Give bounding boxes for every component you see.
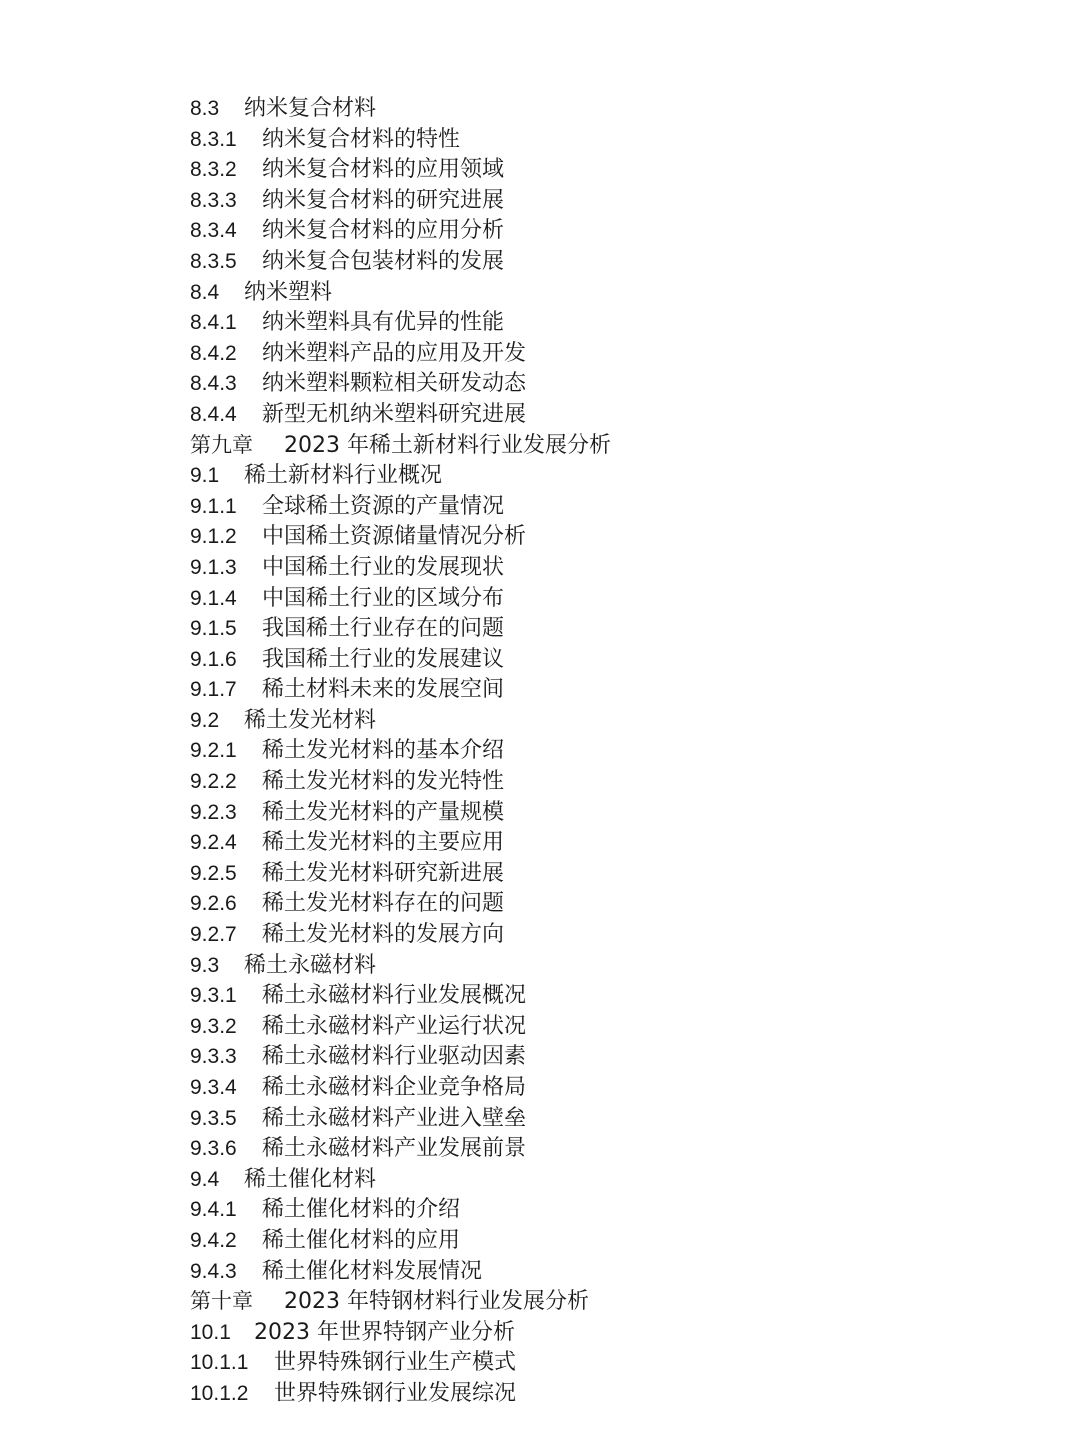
toc-entry	[190, 1348, 1010, 1379]
toc-entry	[190, 1195, 1010, 1226]
toc-entry-number: 8.4.4	[190, 402, 237, 426]
toc-entry	[190, 645, 1010, 676]
toc-entry-number: 8.3.5	[190, 249, 237, 273]
toc-entry	[190, 369, 1010, 400]
toc-entry-number: 9.2.1	[190, 739, 237, 763]
toc-entry-title: 稀土新材料行业概况	[244, 463, 443, 489]
toc-entry	[190, 798, 1010, 829]
toc-entry-title: 稀土催化材料的应用	[262, 1227, 461, 1253]
toc-entry-title: 稀土发光材料的产量规模	[262, 799, 505, 825]
toc-entry	[190, 767, 1010, 798]
toc-entry-title: 稀土催化材料发展情况	[262, 1258, 483, 1284]
toc-entry-title: 纳米复合材料的应用领域	[262, 157, 505, 183]
toc-entry-number: 9.3	[190, 953, 220, 977]
toc-entry	[190, 981, 1010, 1012]
toc-entry-number: 9.1.5	[190, 617, 237, 641]
toc-entry-number: 9.1.1	[190, 494, 237, 518]
toc-entry-title: 稀土发光材料的发光特性	[262, 769, 505, 795]
toc-entry-title: 中国稀土资源储量情况分析	[262, 524, 527, 550]
toc-entry-title: 中国稀土行业的发展现状	[262, 554, 505, 580]
toc-entry-title: 纳米复合包装材料的发展	[262, 248, 505, 274]
toc-entry-title: 稀土永磁材料	[244, 952, 377, 978]
toc-entry	[190, 1165, 1010, 1196]
toc-entry-number: 9.2.3	[190, 800, 237, 824]
toc-entry-number: 9.4	[190, 1167, 220, 1191]
toc-entry	[190, 339, 1010, 370]
toc-entry-number: 8.3.4	[190, 219, 237, 243]
toc-entry-number: 8.4.3	[190, 372, 237, 396]
toc-entry-title: 纳米复合材料的应用分析	[262, 218, 505, 244]
toc-entry	[190, 1104, 1010, 1135]
toc-entry-title: 纳米塑料颗粒相关研发动态	[262, 371, 527, 397]
toc-entry-title: 全球稀土资源的产量情况	[262, 493, 505, 519]
toc-entry-number: 9.2	[190, 708, 220, 732]
toc-entry-number: 8.3.1	[190, 127, 237, 151]
toc-entry-title: 2023 年稀土新材料行业发展分析	[284, 432, 611, 458]
toc-entry-number: 第九章	[190, 433, 253, 457]
toc-entry-title: 稀土发光材料存在的问题	[262, 891, 505, 917]
toc-entry-number: 9.4.2	[190, 1228, 237, 1252]
toc-entry-number: 9.1.2	[190, 525, 237, 549]
toc-entry-title: 稀土催化材料	[244, 1166, 377, 1192]
toc-entry-title: 稀土催化材料的介绍	[262, 1197, 461, 1223]
toc-entry	[190, 1042, 1010, 1073]
toc-entry-title: 稀土发光材料	[244, 707, 377, 733]
toc-entry-title: 稀土永磁材料产业发展前景	[262, 1136, 527, 1162]
toc-entry	[190, 736, 1010, 767]
toc-entry-number: 第十章	[190, 1290, 253, 1314]
toc-entry-title: 我国稀土行业的发展建议	[262, 646, 505, 672]
toc-entry-title: 2023 年特钢材料行业发展分析	[284, 1289, 589, 1315]
toc-entry	[190, 920, 1010, 951]
toc-entry-number: 8.3.2	[190, 158, 237, 182]
toc-entry	[190, 1318, 1010, 1349]
toc-entry-number: 9.3.4	[190, 1076, 237, 1099]
toc-entry	[190, 859, 1010, 890]
toc-entry-title: 稀土永磁材料行业发展概况	[262, 983, 527, 1009]
toc-entry-title: 稀土发光材料研究新进展	[262, 860, 505, 886]
toc-entry	[190, 461, 1010, 492]
table-of-contents	[190, 94, 1010, 1410]
toc-entry	[190, 216, 1010, 247]
toc-entry-title: 纳米复合材料	[244, 96, 377, 121]
toc-entry	[190, 400, 1010, 431]
toc-entry-number: 9.3.6	[190, 1137, 237, 1161]
toc-entry	[190, 186, 1010, 217]
toc-entry	[190, 584, 1010, 615]
toc-entry-title: 稀土永磁材料行业驱动因素	[262, 1044, 527, 1070]
toc-entry-number: 10.1.1	[190, 1351, 249, 1375]
toc-entry	[190, 308, 1010, 339]
toc-entry-title: 稀土发光材料的发展方向	[262, 922, 505, 948]
toc-entry	[190, 1073, 1010, 1104]
toc-entry-number: 8.4.2	[190, 341, 237, 365]
toc-entry-number: 9.3.2	[190, 1014, 237, 1038]
toc-entry-title: 我国稀土行业存在的问题	[262, 616, 505, 642]
toc-entry-title: 稀土发光材料的基本介绍	[262, 738, 505, 764]
toc-entry-title: 纳米塑料具有优异的性能	[262, 310, 505, 336]
toc-entry-number: 9.2.7	[190, 923, 237, 947]
toc-entry-number: 9.3.5	[190, 1106, 237, 1130]
toc-entry-number: 9.4.1	[190, 1198, 237, 1222]
toc-entry	[190, 951, 1010, 982]
toc-entry	[190, 522, 1010, 553]
toc-entry-number: 9.2.4	[190, 831, 237, 855]
toc-entry	[190, 125, 1010, 156]
toc-entry	[190, 155, 1010, 186]
toc-entry-title: 纳米塑料	[244, 279, 333, 305]
toc-entry-title: 稀土永磁材料产业运行状况	[262, 1013, 527, 1039]
toc-entry-number: 9.2.6	[190, 892, 237, 916]
toc-entry	[190, 1134, 1010, 1165]
toc-entry-title: 2023 年世界特钢产业分析	[254, 1319, 515, 1345]
toc-entry-title: 中国稀土行业的区域分布	[262, 585, 505, 611]
toc-entry	[190, 431, 1010, 462]
toc-entry-number: 9.2.5	[190, 861, 237, 885]
toc-entry-title: 世界特殊钢行业发展综况	[274, 1380, 517, 1406]
toc-entry-number: 8.3.3	[190, 188, 237, 212]
toc-entry-title: 稀土材料未来的发展空间	[262, 677, 505, 703]
toc-entry-title: 新型无机纳米塑料研究进展	[262, 401, 527, 427]
toc-entry-title: 纳米复合材料的特性	[262, 126, 461, 152]
toc-entry	[190, 1012, 1010, 1043]
toc-entry	[190, 706, 1010, 737]
toc-entry	[190, 1287, 1010, 1318]
toc-entry	[190, 1226, 1010, 1257]
toc-entry	[190, 1257, 1010, 1288]
toc-entry-number: 9.1.6	[190, 647, 237, 671]
toc-entry-number: 9.1	[190, 464, 220, 488]
toc-entry	[190, 614, 1010, 645]
toc-entry	[190, 247, 1010, 278]
toc-entry-number: 9.3.3	[190, 1045, 237, 1069]
toc-entry-title: 稀土永磁材料企业竞争格局	[262, 1075, 527, 1100]
toc-entry	[190, 889, 1010, 920]
toc-entry-title: 稀土永磁材料产业进入壁垒	[262, 1105, 527, 1131]
toc-entry	[190, 828, 1010, 859]
toc-entry-number: 9.2.2	[190, 770, 237, 794]
toc-entry-number: 9.4.3	[190, 1259, 237, 1283]
toc-entry-title: 世界特殊钢行业生产模式	[274, 1350, 517, 1376]
toc-entry-number: 8.4	[190, 280, 220, 304]
toc-entry	[190, 675, 1010, 706]
toc-entry-title: 纳米塑料产品的应用及开发	[262, 340, 527, 366]
toc-entry-number: 8.3	[190, 97, 220, 120]
toc-entry-number: 8.4.1	[190, 311, 237, 335]
toc-entry-number: 9.1.3	[190, 555, 237, 579]
toc-entry-number: 9.1.7	[190, 678, 237, 702]
toc-entry-number: 9.1.4	[190, 586, 237, 610]
toc-entry-title: 稀土发光材料的主要应用	[262, 830, 505, 856]
toc-entry-number: 10.1.2	[190, 1381, 249, 1405]
toc-entry	[190, 553, 1010, 584]
toc-entry	[190, 492, 1010, 523]
toc-entry-title: 纳米复合材料的研究进展	[262, 187, 505, 213]
toc-entry	[190, 1379, 1010, 1410]
toc-entry	[190, 278, 1010, 309]
toc-entry-number: 10.1	[190, 1320, 231, 1344]
toc-entry	[190, 94, 1010, 125]
toc-entry-number: 9.3.1	[190, 984, 237, 1008]
